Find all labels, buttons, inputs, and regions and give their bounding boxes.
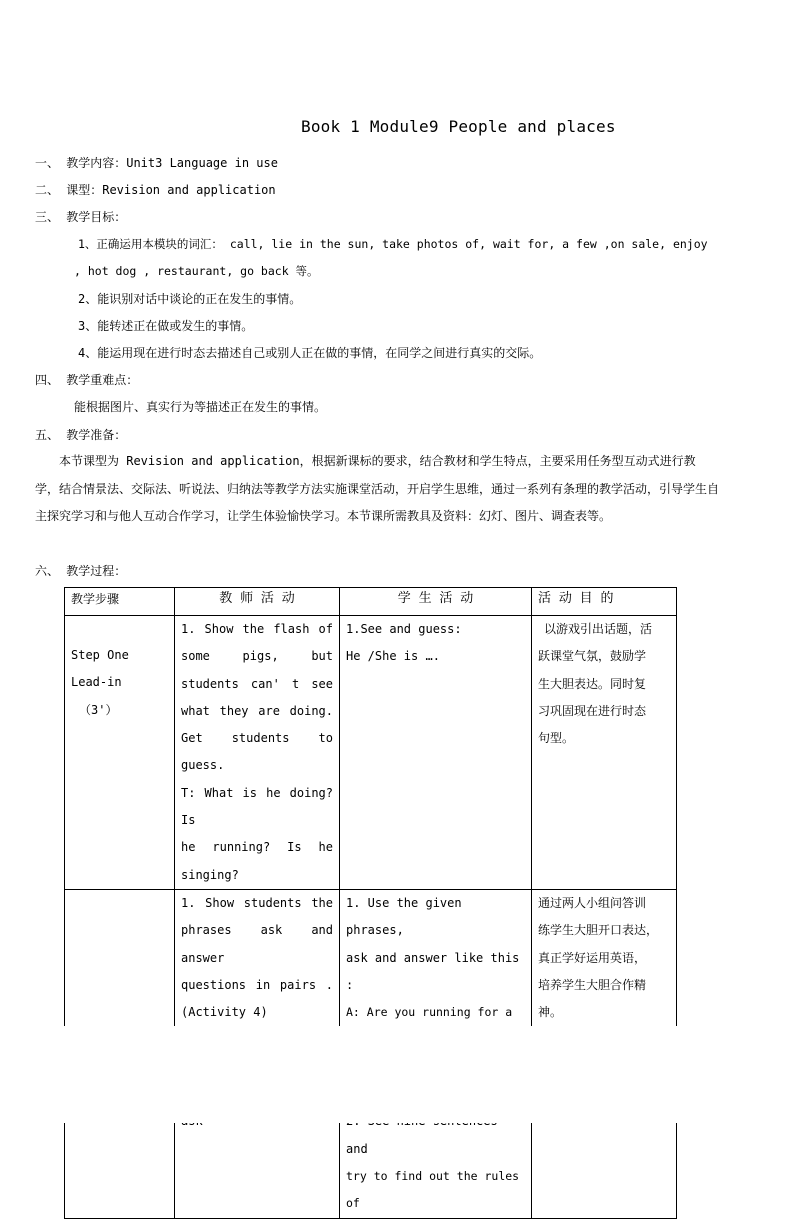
step-cell	[65, 616, 175, 890]
text-line: questions in pairs .	[181, 977, 333, 992]
objective-3: 3、能转述正在做或发生的事情。	[78, 319, 254, 333]
text-line: 神。	[538, 1005, 563, 1020]
key-points-text: 能根据图片、真实行为等描述正在发生的事情。	[74, 400, 327, 414]
text-line: 1. Use the given phrases,	[346, 895, 462, 938]
text-line: what they are doing.	[181, 703, 333, 718]
student-cell	[340, 616, 532, 890]
text-line: 习巩固现在进行时态	[538, 703, 647, 718]
text-line: 通过两人小组问答训	[538, 895, 647, 910]
table-row	[65, 616, 677, 890]
step-name: Step One	[71, 648, 129, 662]
table-header-row	[65, 588, 677, 616]
text-line: 生大胆表达。同时复	[538, 676, 647, 691]
header-step: 教学步骤	[65, 588, 175, 616]
teacher-cell	[175, 616, 340, 890]
text-line: 句型。	[538, 731, 575, 746]
text-line: he running? Is he	[181, 840, 333, 855]
header-goal: 活 动 目 的	[532, 588, 677, 616]
goal-cell	[532, 616, 677, 890]
text-line: students can' t see	[181, 676, 333, 691]
text-line: A: Are you running for a	[346, 1005, 513, 1020]
section-content: 一、 教学内容：Unit3 Language in use	[35, 156, 278, 170]
text-line: 1. Show the flash of	[181, 622, 333, 636]
objective-1a: 1、正确运用本模块的词汇： call, lie in the sun, take photos of, wait for, a few ,on sale, enjoy	[78, 237, 708, 251]
section-type: 二、 课型：Revision and application	[35, 183, 276, 197]
lesson-process-table	[64, 587, 677, 1219]
objective-1b: , hot dog , restaurant, go back 等。	[74, 264, 319, 278]
lesson-title: Book 1 Module9 People and places	[301, 117, 616, 136]
text-line: 跃课堂气氛，鼓励学	[538, 649, 647, 664]
section-preparation: 五、 教学准备：	[35, 428, 127, 442]
text-line: ask and answer like this :	[346, 950, 520, 992]
preparation-paragraph: 本节课型为 Revision and application，根据新课标的要求，结合教材和学生特点，主要采用任务型互动式进行教学，结合情景法、交际法、听说法、归纳法等教学方法实施课堂活动，开启学生思维，通过一系列有条理的教学活动，引导学生自主探究学习和与他人互动合作学习，让学生体验愉快学习。本节课所需教具及资料：幻灯、图片、调查表等。	[35, 454, 720, 523]
text-line: 以游戏引出话题，活	[544, 622, 653, 636]
section-objectives: 三、 教学目标：	[35, 210, 127, 224]
page-bottom-margin	[0, 1026, 794, 1123]
objective-2: 2、能识别对话中谈论的正在发生的事情。	[78, 292, 302, 306]
text-line: Get students to guess.	[181, 731, 333, 773]
text-line: and	[346, 1141, 368, 1156]
text-line: singing?	[181, 867, 239, 882]
section-key-points: 四、 教学重难点：	[35, 373, 139, 387]
step-duration: （3'）	[79, 702, 118, 717]
text-line: 真正学好运用英语，	[538, 950, 647, 965]
text-line: He /She is ….	[346, 649, 440, 664]
text-line: phrases ask and answer	[181, 923, 333, 965]
step-phase: Lead-in	[71, 675, 122, 690]
text-line: 1.See and guess:	[346, 622, 462, 636]
header-student: 学 生 活 动	[340, 588, 532, 616]
section-process: 六、 教学过程：	[35, 564, 127, 578]
text-line: 1. Show students the	[181, 895, 333, 910]
text-line: some pigs, but	[181, 649, 333, 664]
text-line: T: What is he doing? Is	[181, 785, 333, 828]
header-teacher: 教 师 活 动	[175, 588, 340, 616]
text-line: 培养学生大胆合作精	[538, 977, 647, 992]
text-line: try to find out the rules of	[346, 1168, 520, 1211]
text-line: (Activity 4)	[181, 1005, 268, 1020]
objective-4: 4、能运用现在进行时态去描述自己或别人正在做的事情，在同学之间进行真实的交际。	[78, 346, 542, 360]
text-line: 练学生大胆开口表达，	[538, 923, 659, 938]
